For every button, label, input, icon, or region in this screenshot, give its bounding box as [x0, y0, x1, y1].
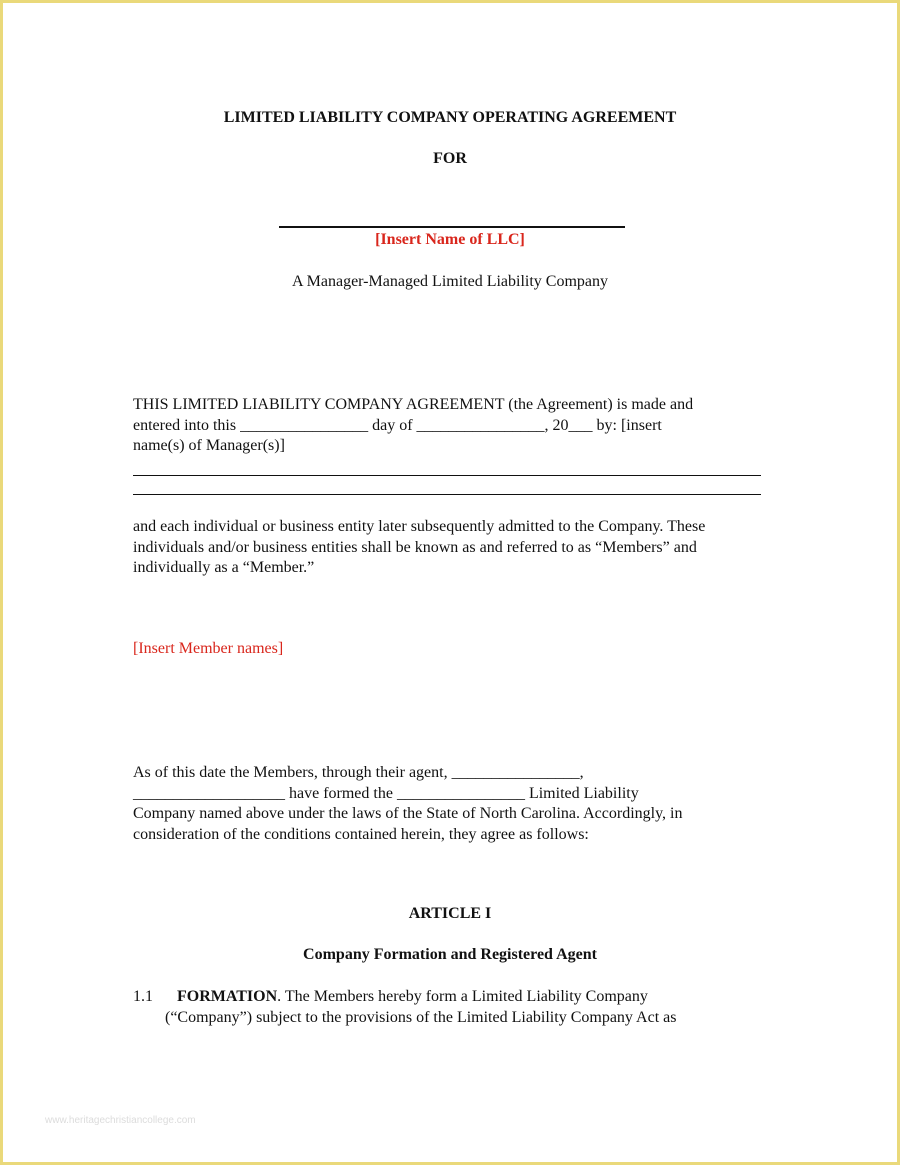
section-text-line-1: . The Members hereby form a Limited Liability Company [277, 988, 648, 1005]
member-names-placeholder: [Insert Member names] [133, 640, 284, 657]
watermark: www.heritagechristiancollege.com [45, 1115, 196, 1126]
agent-line-4: consideration of the conditions contained herein, they agree as follows: [133, 825, 589, 843]
article-subheading: Company Formation and Registered Agent [303, 946, 597, 963]
document-title: LIMITED LIABILITY COMPANY OPERATING AGREEMENT [223, 109, 677, 126]
llc-name-blank-line [279, 226, 625, 228]
section-1-1 [133, 987, 753, 1028]
members-line-1: and each individual or business entity later subsequently admitted to the Company. These [133, 518, 706, 535]
manager-blank-line-2 [133, 494, 761, 495]
document-subtitle: A Manager-Managed Limited Liability Company [291, 273, 609, 290]
intro-line-2: entered into this ________________ day of ________________, 20___ by: [insert [133, 416, 662, 434]
llc-name-placeholder: [Insert Name of LLC] [375, 231, 525, 248]
intro-line-3: name(s) of Manager(s)] [133, 437, 285, 454]
article-heading: ARTICLE I [408, 905, 492, 922]
members-line-3: individually as a “Member.” [133, 559, 315, 576]
members-line-2: individuals and/or business entities shall be known as and referred to as “Members” and [133, 538, 697, 556]
agent-line-2: ___________________ have formed the ________________ Limited Liability [133, 784, 639, 802]
section-text-line-2: (“Company”) subject to the provisions of the Limited Liability Company Act as [165, 1008, 677, 1026]
agent-line-3: Company named above under the laws of the State of North Carolina. Accordingly, in [133, 805, 683, 822]
agent-paragraph [133, 763, 773, 845]
members-paragraph [133, 517, 773, 579]
manager-blank-line-1 [133, 475, 761, 476]
section-number: 1.1 [133, 988, 153, 1005]
agent-line-1: As of this date the Members, through their agent, ________________, [133, 764, 584, 781]
intro-paragraph [133, 395, 773, 457]
intro-line-1: THIS LIMITED LIABILITY COMPANY AGREEMENT (the Agreement) is made and [133, 396, 694, 413]
section-title: FORMATION [177, 988, 278, 1005]
for-label: FOR [433, 150, 467, 167]
